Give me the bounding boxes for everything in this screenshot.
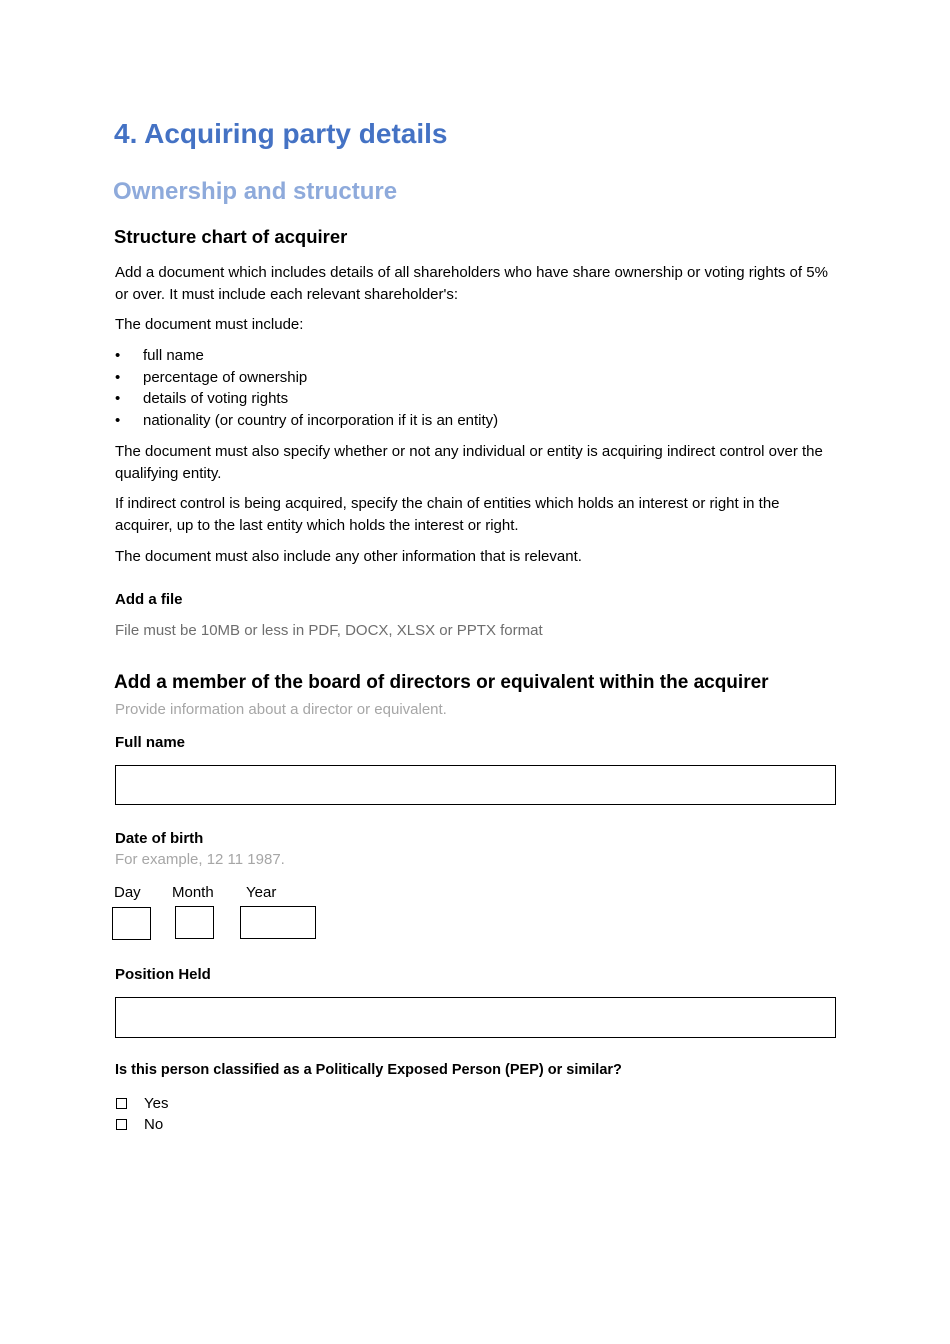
list-item: • details of voting rights — [115, 388, 498, 410]
chain-of-entities-text: If indirect control is being acquired, specify the chain of entities which holds an interest or right in the acquirer, up to the last entity which holds the interest or right. — [115, 495, 780, 534]
pep-no-label[interactable]: No — [144, 1116, 164, 1133]
list-item: • percentage of ownership — [115, 367, 498, 389]
must-include-text: The document must include: — [115, 316, 304, 333]
section-title: 4. Acquiring party details — [114, 118, 448, 149]
structure-heading: Structure chart of acquirer — [114, 226, 348, 247]
day-label: Day — [114, 884, 141, 901]
structure-intro: Add a document which includes details of all shareholders who have share ownership or voting rights of 5% or over. It must include each relevant shareholder's: — [115, 264, 828, 303]
full-name-input[interactable] — [115, 765, 836, 805]
requirements-list — [115, 345, 498, 431]
file-hint: File must be 10MB or less in PDF, DOCX, XLSX or PPTX format — [115, 622, 543, 639]
other-info-text: The document must also include any other information that is relevant. — [115, 548, 582, 565]
pep-question: Is this person classified as a Politically Exposed Person (PEP) or similar? — [115, 1062, 622, 1078]
day-input[interactable] — [112, 907, 151, 940]
year-input[interactable] — [240, 906, 316, 939]
add-file-label[interactable]: Add a file — [115, 591, 183, 608]
month-label: Month — [172, 884, 214, 901]
subsection-title: Ownership and structure — [113, 178, 398, 205]
pep-no-checkbox[interactable] — [116, 1119, 127, 1130]
dob-label: Date of birth — [115, 830, 204, 847]
dob-hint: For example, 12 11 1987. — [115, 851, 285, 868]
position-input[interactable] — [115, 997, 836, 1038]
list-item: • full name — [115, 345, 498, 367]
position-label: Position Held — [115, 966, 211, 983]
pep-yes-label[interactable]: Yes — [144, 1095, 169, 1112]
month-input[interactable] — [175, 906, 214, 939]
full-name-label: Full name — [115, 734, 186, 751]
list-item: • nationality (or country of incorporation if it is an entity) — [115, 410, 498, 432]
year-label: Year — [246, 884, 277, 901]
pep-yes-checkbox[interactable] — [116, 1098, 127, 1109]
director-heading: Add a member of the board of directors or equivalent within the acquirer — [114, 672, 769, 693]
indirect-control-text: The document must also specify whether or not any individual or entity is acquiring indirect control over the qualifying entity. — [115, 443, 823, 482]
director-hint: Provide information about a director or equivalent. — [115, 701, 447, 718]
